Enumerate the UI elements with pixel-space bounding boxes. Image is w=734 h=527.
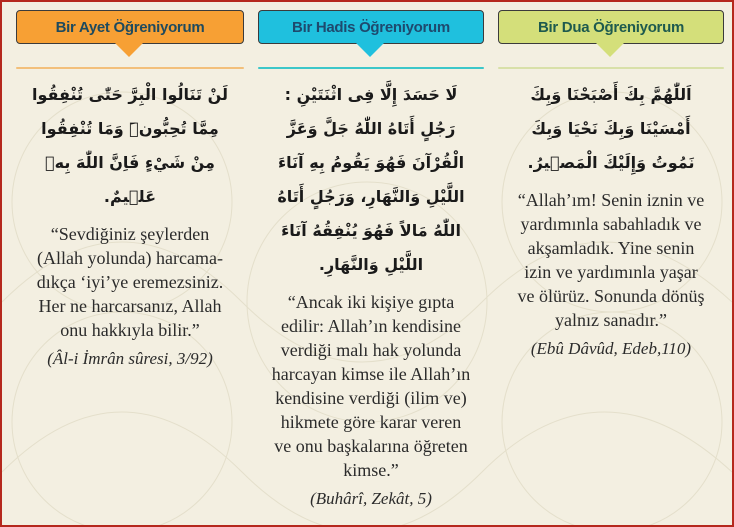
meaning-line: Her ne harcarsanız, Allah [38,296,222,316]
hadis-source: (Buhârî, Zekât, 5) [310,489,432,508]
ayet-arrow-icon [115,43,143,57]
meaning-line: hikmete göre karar veren [280,412,462,432]
ayet-header [16,10,244,44]
meaning-line: yardımınla sabahladık ve [520,214,702,234]
dua-meaning [509,188,713,332]
meaning-line: yalnız sanadır.” [555,310,667,330]
dua-source: (Ebû Dâvûd, Edeb,110) [530,339,692,358]
hadis-header-label: Bir Hadis Öğreniyorum [292,18,450,36]
hadis-arrow-icon [356,43,384,57]
dua-panel [498,67,724,358]
hadis-panel [258,67,484,508]
hadis-header [258,10,484,44]
meaning-line: kendisine verdiği (ilim ve) [275,388,467,408]
meaning-line: kimse.” [343,460,399,480]
ayet-panel [16,67,244,368]
ayet-meaning [27,222,233,342]
meaning-line: “Allah’ım! Senin iznin ve [517,190,705,210]
meaning-line: “Sevdiğiniz şeylerden [50,224,210,244]
dua-header-label: Bir Dua Öğreniyorum [538,18,684,36]
dua-arrow-icon [596,43,624,57]
ayet-arabic-text: لَنْ تَنَالُوا الْبِرَّ حَتّٰى تُنْفِقُوا مِمَّا تُحِبُّونَۜ وَمَا تُنْفِقُوا مِنْ شَيْءٍ فَاِنَّ اللّٰهَ بِه۪ عَل۪يمٌ. [31,85,229,206]
ayet-header-label: Bir Ayet Öğreniyorum [55,18,205,36]
hadis-arabic-text: لَا حَسَدَ إِلَّا فِى اثْنَتَيْنِ : رَجُلٍ أَتَاهُ اللّٰهُ جَلَّ وَعَزَّ الْقُرْآنَ فَهُوَ يَقُومُ بِهِ آنَاءَ اللَّيْلِ وَالنَّهَارِ، وَرَجُلٍ أَتَاهُ اللّٰهُ مَالاً فَهُوَ يُنْفِقُهُ آنَاءَ اللَّيْلِ وَالنَّهَارِ. [277,85,465,274]
meaning-line: (Allah yolunda) harcama- [37,248,223,268]
meaning-line: onu hakkıyla bilir.” [60,320,200,340]
meaning-line: edilir: Allah’ın kendisine [281,316,461,336]
meaning-line: verdiği malı hak yolunda [280,340,462,360]
ayet-source: (Âl-i İmrân sûresi, 3/92) [47,349,213,368]
meaning-line: akşamladık. Yine senin [527,238,695,258]
hadis-meaning [269,290,473,482]
meaning-line: ve onu başkalarına öğreten [274,436,468,456]
meaning-line: izin ve yardımınla yaşar [524,262,698,282]
meaning-line: ve ölürüz. Sonunda dönüş [517,286,705,306]
dua-header [498,10,724,44]
meaning-line: harcayan kimse ile Allah’ın [271,364,471,384]
meaning-line: “Ancak iki kişiye gıpta [287,292,455,312]
dua-arabic-text: اَللّٰهُمَّ بِكَ أَصْبَحْنَا وَبِكَ أَمْسَيْنَا وَبِكَ نَحْيَا وَبِكَ نَمُوتُ وَإِلَيْكَ الْمَص۪يرُ. [527,85,695,172]
meaning-line: dıkça ‘iyi’ye eremezsiniz. [36,272,224,292]
